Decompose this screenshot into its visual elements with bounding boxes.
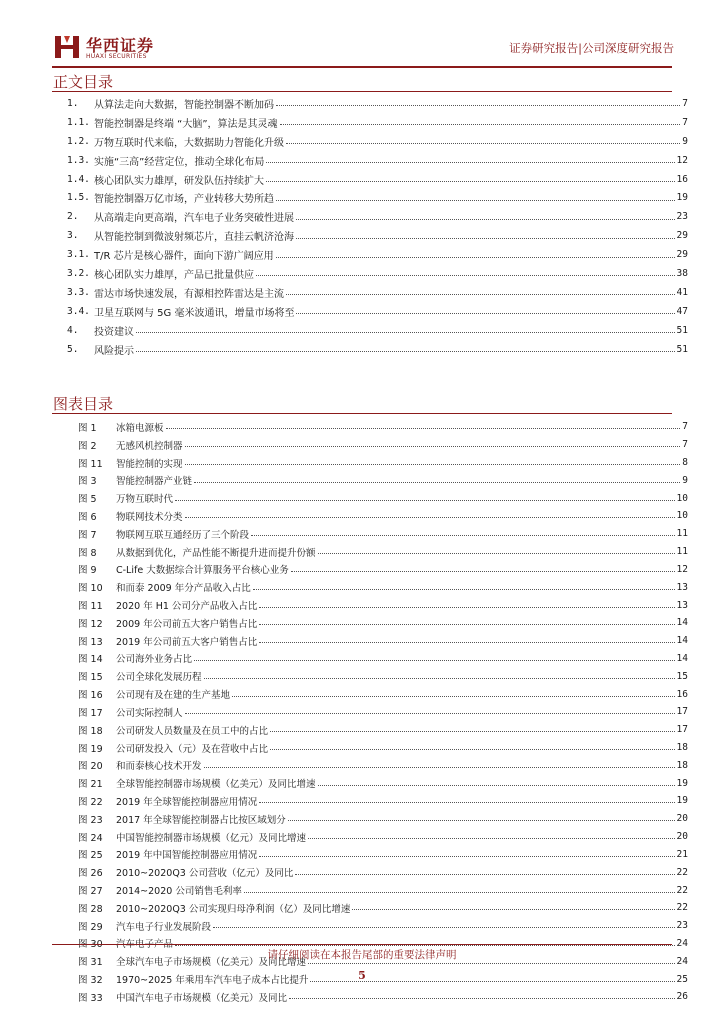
figure-entry[interactable] — [78, 846, 688, 864]
figure-entry-page: 13 — [676, 599, 688, 611]
figures-list — [78, 418, 688, 1006]
toc-entry[interactable] — [52, 340, 688, 359]
figure-entry-page: 22 — [676, 884, 688, 896]
legal-notice: 请仔细阅读在本报告尾部的重要法律声明 — [267, 949, 457, 961]
toc-entry-page: 12 — [676, 154, 688, 166]
toc-entry-number: 3.2. — [67, 267, 90, 279]
footer-divider — [52, 944, 672, 945]
figure-entry-label: 图 14 — [78, 654, 103, 666]
toc-entry-number: 2. — [67, 211, 79, 223]
dot-leader — [295, 866, 674, 875]
dot-leader — [286, 134, 680, 144]
figure-entry-label: 图 8 — [78, 547, 97, 559]
figure-entry-label: 图 27 — [78, 886, 103, 898]
figure-entry[interactable] — [78, 525, 688, 543]
figure-entry[interactable] — [78, 436, 688, 454]
figure-entry-page: 14 — [676, 635, 688, 647]
figure-entry-page: 20 — [676, 831, 688, 843]
figure-entry-page: 23 — [676, 920, 688, 932]
figure-entry-label: 图 20 — [78, 761, 103, 773]
dot-leader — [318, 777, 675, 786]
dot-leader — [251, 527, 675, 536]
figure-entry[interactable] — [78, 685, 688, 703]
figure-entry-title: 冰箱电源板 — [116, 422, 164, 434]
figure-entry-page: 21 — [676, 848, 688, 860]
toc-title: 正文目录 — [53, 73, 114, 91]
figure-entry-page: 14 — [676, 652, 688, 664]
figure-entry-page: 10 — [676, 510, 688, 522]
toc-entry-page: 51 — [676, 343, 688, 355]
toc-entry-title: 从高端走向更高端，汽车电子业务突破性进展 — [94, 213, 294, 225]
toc-entry-page: 19 — [676, 192, 688, 204]
figure-entry-label: 图 22 — [78, 796, 103, 808]
figure-entry[interactable] — [78, 703, 688, 721]
dot-leader — [259, 634, 674, 643]
dot-leader — [136, 323, 675, 333]
toc-entry-title: 雷达市场快速发展，有源相控阵雷达是主流 — [94, 288, 284, 300]
figure-entry[interactable] — [78, 507, 688, 525]
dot-leader — [213, 919, 675, 928]
figure-entry[interactable] — [78, 828, 688, 846]
figure-entry-label: 图 31 — [78, 957, 103, 969]
figure-entry-page: 24 — [676, 937, 688, 949]
dot-leader — [296, 304, 674, 314]
page-number: 5 — [358, 969, 366, 982]
toc-entry-title: 投资建议 — [94, 326, 134, 338]
figure-entry-title: 公司现有及在建的生产基地 — [116, 690, 231, 702]
figure-entry[interactable] — [78, 632, 688, 650]
toc-entry-title: T/R 芯片是核心器件，面向下游广阔应用 — [94, 251, 274, 263]
figure-entry-label: 图 32 — [78, 975, 103, 987]
figure-entry-title: 2020 年 H1 公司分产品收入占比 — [116, 601, 258, 613]
figure-entry-title: 2010~2020Q3 公司营收（亿元）及同比 — [116, 868, 294, 880]
dot-leader — [270, 723, 675, 732]
toc-entry-number: 1.5. — [67, 192, 90, 204]
dot-leader — [266, 153, 674, 163]
dot-leader — [194, 474, 680, 483]
figure-entry-page: 9 — [682, 474, 688, 486]
toc-entry-page: 41 — [676, 286, 688, 298]
figure-entry-title: 全球汽车电子市场规模（亿美元）及同比增速 — [116, 957, 307, 969]
figure-entry-label: 图 2 — [78, 440, 97, 452]
figure-entry-label: 图 17 — [78, 707, 103, 719]
toc-entry-title: 卫星互联网与 5G 毫米波通讯，增量市场将至 — [94, 307, 295, 319]
figure-entry-title: 中国汽车电子市场规模（亿美元）及同比 — [116, 992, 288, 1004]
dot-leader — [204, 670, 675, 679]
figure-entry-label: 图 33 — [78, 992, 103, 1004]
toc-entry-number: 3. — [67, 230, 79, 242]
dot-leader — [288, 812, 675, 821]
toc-entry[interactable] — [52, 132, 688, 151]
toc-entry-page: 23 — [676, 211, 688, 223]
dot-leader — [136, 342, 675, 352]
report-type: 证券研究报告|公司深度研究报告 — [509, 41, 674, 55]
figure-entry-page: 17 — [676, 724, 688, 736]
figure-entry-label: 图 13 — [78, 636, 103, 648]
figure-entry-page: 8 — [682, 457, 688, 469]
figure-entry[interactable] — [78, 667, 688, 685]
dot-leader — [296, 229, 675, 239]
figure-entry-label: 图 15 — [78, 672, 103, 684]
figure-entry[interactable] — [78, 471, 688, 489]
figure-entry-title: 智能控制的实现 — [116, 458, 183, 470]
huaxi-logo-icon — [54, 34, 80, 60]
toc-entry-title: 核心团队实力雄厚，研发队伍持续扩大 — [94, 175, 264, 187]
toc-entry-title: 智能控制器是终端 “大脑”，算法是其灵魂 — [94, 118, 278, 130]
dot-leader — [266, 172, 675, 182]
toc-entry-title: 从智能控制到微波射频芯片，直挂云帆济沧海 — [94, 232, 294, 244]
toc-entry-page: 29 — [676, 249, 688, 261]
dot-leader — [276, 191, 675, 201]
toc-entry-number: 3.1. — [67, 249, 90, 261]
figure-entry-page: 11 — [676, 528, 688, 540]
toc-entry[interactable] — [52, 151, 688, 170]
toc-entry[interactable] — [52, 226, 688, 245]
figure-entry-title: 2019 年全球智能控制器应用情况 — [116, 796, 258, 808]
toc-entry-number: 1.3. — [67, 154, 90, 166]
figure-entry-label: 图 12 — [78, 618, 103, 630]
dot-leader — [256, 266, 675, 276]
toc-entry[interactable] — [52, 321, 688, 340]
dot-leader — [276, 248, 675, 258]
figure-entry-page: 20 — [676, 813, 688, 825]
figure-entry-label: 图 3 — [78, 476, 97, 488]
figure-entry-label: 图 16 — [78, 690, 103, 702]
figure-entry[interactable] — [78, 988, 688, 1006]
figure-entry-title: C-Life 大数据综合计算服务平台核心业务 — [116, 565, 289, 577]
figure-entry[interactable] — [78, 596, 688, 614]
figure-entry[interactable] — [78, 418, 688, 436]
figure-entry-title: 公司全球化发展历程 — [116, 672, 202, 684]
figure-entry-title: 公司实际控制人 — [116, 707, 183, 719]
dot-leader — [318, 545, 675, 554]
figure-entry-page: 10 — [676, 492, 688, 504]
figure-entry-page: 15 — [676, 670, 688, 682]
figure-entry[interactable] — [78, 774, 688, 792]
toc-entry-title: 核心团队实力雄厚，产品已批量供应 — [94, 269, 254, 281]
figure-entry-label: 图 18 — [78, 725, 103, 737]
figure-entry-title: 2019 年中国智能控制器应用情况 — [116, 850, 258, 862]
figure-entry-page: 19 — [676, 795, 688, 807]
toc-entry[interactable] — [52, 302, 688, 321]
toc-entry[interactable] — [52, 113, 688, 132]
toc-entry-page: 7 — [682, 97, 688, 109]
toc-entry[interactable] — [52, 94, 688, 113]
figure-entry-label: 图 5 — [78, 494, 97, 506]
dot-leader — [291, 563, 675, 572]
figure-entry-label: 图 19 — [78, 743, 103, 755]
figure-entry-title: 2019 年公司前五大客户销售占比 — [116, 636, 258, 648]
dot-leader — [259, 794, 674, 803]
toc-entry-page: 47 — [676, 305, 688, 317]
figure-entry[interactable] — [78, 561, 688, 579]
dot-leader — [185, 438, 681, 447]
figure-entry-page: 12 — [676, 563, 688, 575]
figure-entry-title: 2009 年公司前五大客户销售占比 — [116, 618, 258, 630]
figure-entry-title: 汽车电子行业发展阶段 — [116, 921, 212, 933]
figure-entry[interactable] — [78, 578, 688, 596]
figure-entry[interactable] — [78, 650, 688, 668]
figure-entry[interactable] — [78, 543, 688, 561]
figure-entry-title: 2017 年全球智能控制器占比按区域划分 — [116, 814, 286, 826]
figure-entry[interactable] — [78, 489, 688, 507]
figure-entry-title: 智能控制器产业链 — [116, 476, 193, 488]
dot-leader — [253, 581, 675, 590]
dot-leader — [308, 830, 675, 839]
figure-entry-label: 图 21 — [78, 779, 103, 791]
toc-entry-title: 智能控制器万亿市场，产业转移大势所趋 — [94, 194, 274, 206]
toc-entry-number: 1.1. — [67, 116, 90, 128]
figure-entry-title: 2014~2020 公司销售毛利率 — [116, 886, 242, 898]
figure-entry-title: 1970~2025 年乘用车汽车电子成本占比提升 — [116, 975, 309, 987]
figure-entry-title: 公司研发投入（元）及在营收中占比 — [116, 743, 269, 755]
figure-entry[interactable] — [78, 899, 688, 917]
figure-entry-label: 图 1 — [78, 422, 97, 434]
figures-title: 图表目录 — [53, 395, 114, 413]
figure-entry-title: 从数据到优化，产品性能不断提升进而提升份额 — [116, 547, 316, 559]
toc-entry-number: 1. — [67, 97, 79, 109]
toc-list — [52, 94, 688, 358]
figure-entry-title: 和而泰 2009 年分产品收入占比 — [116, 583, 251, 595]
toc-title-divider — [52, 91, 672, 92]
figure-entry-title: 无感风机控制器 — [116, 440, 183, 452]
figure-entry-title: 物联网互联互通经历了三个阶段 — [116, 529, 250, 541]
toc-entry-number: 4. — [67, 324, 79, 336]
figure-entry-label: 图 23 — [78, 814, 103, 826]
figure-entry-label: 图 7 — [78, 529, 97, 541]
toc-entry-number: 1.4. — [67, 173, 90, 185]
dot-leader — [286, 285, 675, 295]
figure-entry-page: 19 — [676, 777, 688, 789]
toc-entry-page: 51 — [676, 324, 688, 336]
figure-entry-title: 物联网技术分类 — [116, 511, 183, 523]
figure-entry[interactable] — [78, 792, 688, 810]
figure-entry-label: 图 24 — [78, 832, 103, 844]
brand-name: 华西证券 — [86, 36, 155, 55]
figure-entry[interactable] — [78, 454, 688, 472]
toc-entry-title: 实施“三高”经营定位，推动全球化布局 — [94, 156, 265, 168]
dot-leader — [280, 115, 681, 125]
dot-leader — [259, 599, 674, 608]
toc-entry[interactable] — [52, 207, 688, 226]
figure-entry-label: 图 28 — [78, 903, 103, 915]
figures-title-divider — [52, 413, 672, 414]
figure-entry-page: 14 — [676, 617, 688, 629]
dot-leader — [166, 420, 681, 429]
figure-entry-page: 16 — [676, 688, 688, 700]
toc-entry-page: 7 — [682, 116, 688, 128]
figure-entry-title: 公司研发人员数量及在员工中的占比 — [116, 725, 269, 737]
figure-entry-label: 图 29 — [78, 921, 103, 933]
dot-leader — [204, 759, 675, 768]
figure-entry-page: 24 — [676, 955, 688, 967]
figure-entry-title: 公司海外业务占比 — [116, 654, 193, 666]
figure-entry-page: 11 — [676, 546, 688, 558]
toc-entry-number: 3.4. — [67, 305, 90, 317]
toc-entry-page: 9 — [682, 135, 688, 147]
dot-leader — [259, 848, 674, 857]
figure-entry-page: 7 — [682, 421, 688, 433]
dot-leader — [296, 210, 675, 220]
header-divider — [52, 66, 672, 68]
page-header — [54, 30, 674, 66]
toc-entry[interactable] — [52, 170, 688, 189]
toc-entry-title: 万物互联时代来临，大数据助力智能化升级 — [94, 137, 284, 149]
toc-entry-number: 5. — [67, 343, 79, 355]
figure-entry-page: 13 — [676, 581, 688, 593]
toc-entry-title: 风险提示 — [94, 345, 134, 357]
toc-entry[interactable] — [52, 283, 688, 302]
dot-leader — [194, 652, 675, 661]
figure-entry-label: 图 10 — [78, 583, 103, 595]
figure-entry-title: 和而泰核心技术开发 — [116, 761, 202, 773]
figure-entry-label: 图 6 — [78, 511, 97, 523]
figure-entry-page: 22 — [676, 866, 688, 878]
dot-leader — [232, 688, 675, 697]
toc-entry-page: 38 — [676, 267, 688, 279]
figure-entry[interactable] — [78, 863, 688, 881]
dot-leader — [175, 492, 675, 501]
toc-entry-page: 29 — [676, 230, 688, 242]
toc-entry[interactable] — [52, 264, 688, 283]
figure-entry-label: 图 11 — [78, 601, 103, 613]
figure-entry-title: 万物互联时代 — [116, 494, 174, 506]
figure-entry[interactable] — [78, 739, 688, 757]
figure-entry[interactable] — [78, 810, 688, 828]
figure-entry-page: 26 — [676, 991, 688, 1003]
figure-entry-page: 18 — [676, 742, 688, 754]
toc-entry[interactable] — [52, 245, 688, 264]
dot-leader — [185, 705, 675, 714]
figure-entry[interactable] — [78, 614, 688, 632]
figure-entry-page: 25 — [676, 973, 688, 985]
figure-entry[interactable] — [78, 756, 688, 774]
dot-leader — [289, 990, 675, 999]
figure-entry-label: 图 26 — [78, 868, 103, 880]
figure-entry-label: 图 25 — [78, 850, 103, 862]
figure-entry-label: 图 11 — [78, 458, 103, 470]
figure-entry-title: 2010~2020Q3 公司实现归母净利润（亿）及同比增速 — [116, 903, 351, 915]
figure-entry-page: 7 — [682, 439, 688, 451]
dot-leader — [259, 616, 674, 625]
figure-entry-page: 17 — [676, 706, 688, 718]
figure-entry-title: 全球智能控制器市场规模（亿美元）及同比增速 — [116, 779, 316, 791]
toc-entry-number: 1.2. — [67, 135, 90, 147]
figure-entry[interactable] — [78, 917, 688, 935]
dot-leader — [185, 456, 681, 465]
figure-entry-title: 中国智能控制器市场规模（亿元）及同比增速 — [116, 832, 307, 844]
dot-leader — [276, 96, 680, 106]
toc-entry-page: 16 — [676, 173, 688, 185]
toc-entry-number: 3.3. — [67, 286, 90, 298]
figure-entry-label: 图 9 — [78, 565, 97, 577]
toc-entry-title: 从算法走向大数据，智能控制器不断加码 — [94, 99, 274, 111]
dot-leader — [270, 741, 675, 750]
toc-entry[interactable] — [52, 188, 688, 207]
dot-leader — [352, 901, 674, 910]
dot-leader — [185, 509, 675, 518]
figure-entry-page: 22 — [676, 902, 688, 914]
figure-entry-page: 18 — [676, 759, 688, 771]
brand-name-english: HUAXI SECURITIES — [86, 53, 147, 60]
figure-entry[interactable] — [78, 881, 688, 899]
figure-entry[interactable] — [78, 721, 688, 739]
dot-leader — [244, 884, 675, 893]
